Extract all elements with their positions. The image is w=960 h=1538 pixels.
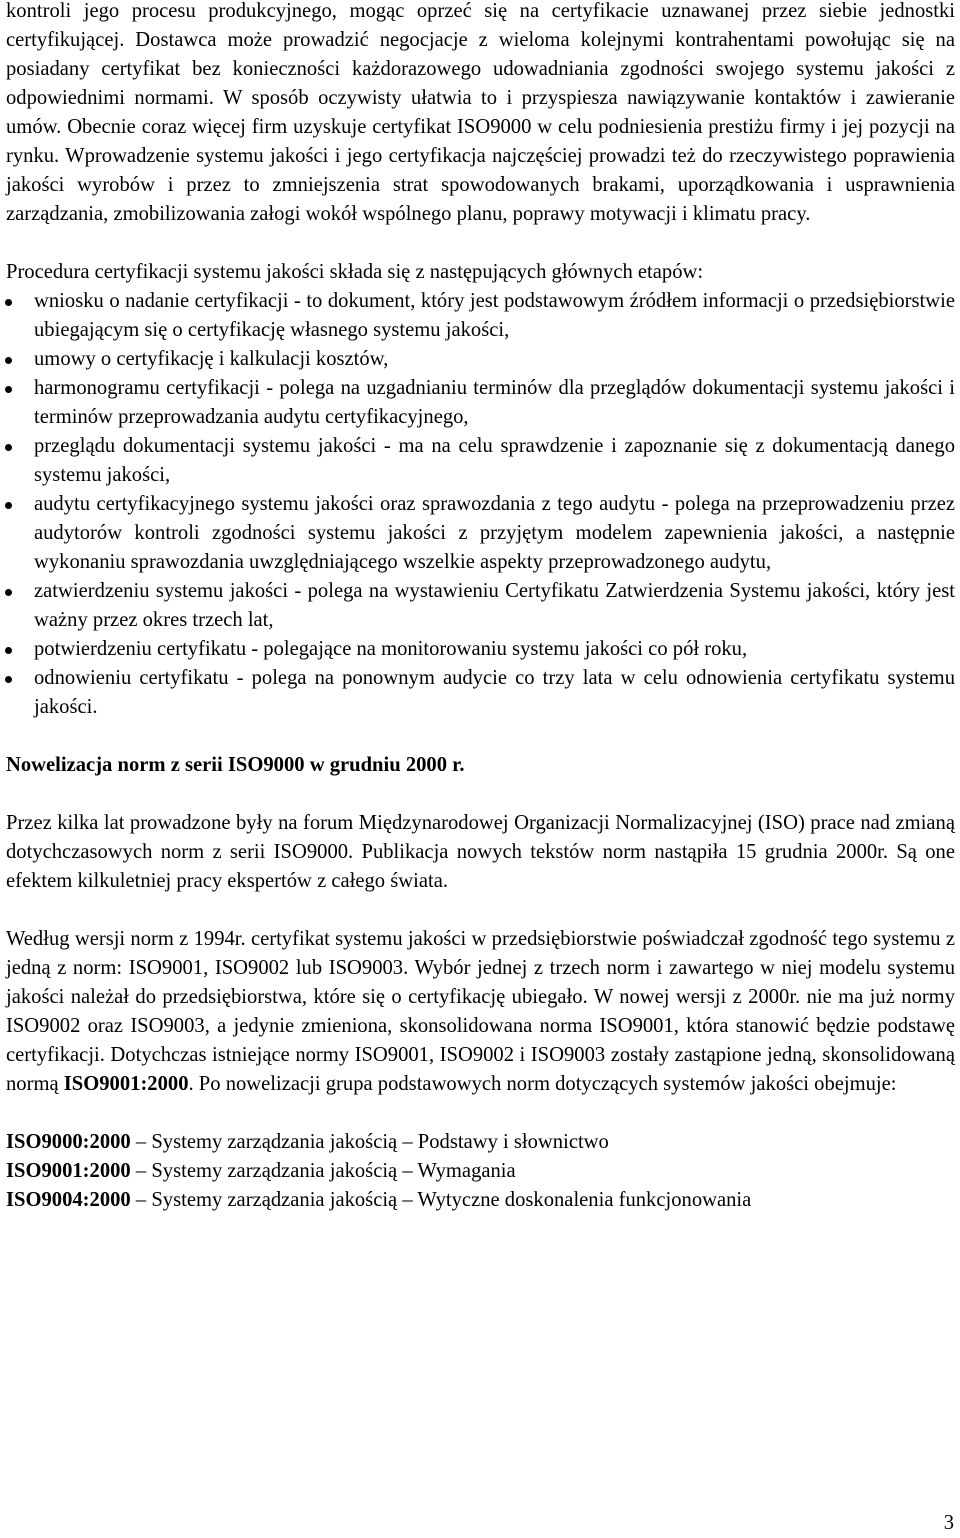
norm-line — [6, 1128, 955, 1157]
list-item: odnowieniu certyfikatu - polega na ponownym audycie co trzy lata w celu odnowienia certyfikatu systemu jakości. — [6, 664, 955, 722]
bullet-icon — [5, 647, 12, 654]
bullet-icon — [5, 444, 12, 451]
list-item: umowy o certyfikację i kalkulacji kosztów, — [6, 345, 955, 374]
norm-code: ISO9004:2000 — [6, 1189, 131, 1211]
bullet-icon — [5, 676, 12, 683]
bullet-icon — [5, 299, 12, 306]
procedure-lead: Procedura certyfikacji systemu jakości składa się z następujących głównych etapów: — [6, 261, 704, 283]
intro-paragraph: kontroli jego procesu produkcyjnego, mogąc oprzeć się na certyfikacie uznawanej przez siebie jednostki certyfikującej. Dostawca może prowadzić negocjacje z wieloma kolejnymi kontrahentami powołując się na posiadany certyfikat bez konieczności każdorazowego udowadniania zgodności swojego systemu jakości z odpowiednimi normami. W sposób oczywisty ułatwia to i przyspiesza nawiązywanie kontaktów i zawieranie umów. Obecnie coraz więcej firm uzyskuje certyfikat ISO9000 w celu podniesienia prestiżu firmy i jej pozycji na rynku. Wprowadzenie systemu jakości i jego certyfikacja najczęściej prowadzi też do rzeczywistego poprawienia jakości wyrobów i przez to zmniejszenia strat spowodowanych brakami, uporządkowania i usprawnienia zarządzania, zmobilizowania załogi wokół wspólnego planu, poprawy motywacji i klimatu pracy. — [6, 0, 955, 225]
document-page — [6, 0, 955, 1215]
forum-paragraph: Przez kilka lat prowadzone były na forum Międzynarodowej Organizacji Normalizacyjnej (ISO) prace nad zmianą dotychczasowych norm z serii ISO9000. Publikacja nowych tekstów norm nastąpiła 15 grudnia 2000r. Są one efektem kilkuletniej pracy ekspertów z całego świata. — [6, 812, 955, 892]
norm-title: – Systemy zarządzania jakością – Wytyczne doskonalenia funkcjonowania — [130, 1189, 752, 1211]
norms-list — [6, 1128, 955, 1215]
bullet-icon — [5, 386, 12, 393]
norm-line — [6, 1157, 955, 1186]
norm-title: – Systemy zarządzania jakością – Wymagania — [130, 1160, 516, 1182]
list-item: zatwierdzeniu systemu jakości - polega na wystawieniu Certyfikatu Zatwierdzenia Systemu jakości, który jest ważny przez okres trzech lat, — [6, 577, 955, 635]
bullet-icon — [5, 357, 12, 364]
list-item: harmonogramu certyfikacji - polega na uzgadnianiu terminów dla przeglądów dokumentacji systemu jakości i terminów przeprowadzania audytu certyfikacyjnego, — [6, 374, 955, 432]
bullet-icon — [5, 502, 12, 509]
page-number: 3 — [943, 1512, 954, 1534]
bold-norm-reference: ISO9001:2000 — [63, 1073, 189, 1095]
list-item: audytu certyfikacyjnego systemu jakości oraz sprawozdania z tego audytu - polega na przeprowadzeniu przez audytorów kontroli zgodności systemu jakości z przyjętym modelem zapewnienia jakości, a następnie wykonaniu sprawozdania uwzględniającego wszelkie aspekty przeprowadzonego audytu, — [6, 490, 955, 577]
section-heading: Nowelizacja norm z serii ISO9000 w grudniu 2000 r. — [6, 754, 465, 776]
bullet-icon — [5, 589, 12, 596]
norm-code: ISO9000:2000 — [6, 1131, 131, 1153]
versions-paragraph: Według wersji norm z 1994r. certyfikat systemu jakości w przedsiębiorstwie poświadczał zgodność tego systemu z jedną z norm: ISO9001, ISO9002 lub ISO9003. Wybór jednej z trzech norm i zawartego w niej modelu systemu jakości należał do przedsiębiorstwa, które się o certyfikację ubiegało. W nowej wersji z 2000r. nie ma już normy ISO9002 oraz ISO9003, a jedynie zmieniona, skonsolidowana norma ISO9001, która stanowić będzie podstawę certyfikacji. Dotychczas istniejące normy ISO9001, ISO9002 i ISO9003 zostały zastąpione jedną, skonsolidowaną normą ISO9001:2000. Po nowelizacji grupa podstawowych norm dotyczących systemów jakości obejmuje: — [6, 928, 955, 1095]
norm-title: – Systemy zarządzania jakością – Podstawy i słownictwo — [130, 1131, 609, 1153]
list-item: przeglądu dokumentacji systemu jakości - ma na celu sprawdzenie i zapoznanie się z dokumentacją danego systemu jakości, — [6, 432, 955, 490]
list-item: potwierdzeniu certyfikatu - polegające na monitorowaniu systemu jakości co pół roku, — [6, 635, 955, 664]
list-item: wniosku o nadanie certyfikacji - to dokument, który jest podstawowym źródłem informacji o przedsiębiorstwie ubiegającym się o certyfikację własnego systemu jakości, — [6, 287, 955, 345]
norm-code: ISO9001:2000 — [6, 1160, 131, 1182]
norm-line — [6, 1186, 955, 1215]
procedure-steps-list — [6, 287, 955, 722]
